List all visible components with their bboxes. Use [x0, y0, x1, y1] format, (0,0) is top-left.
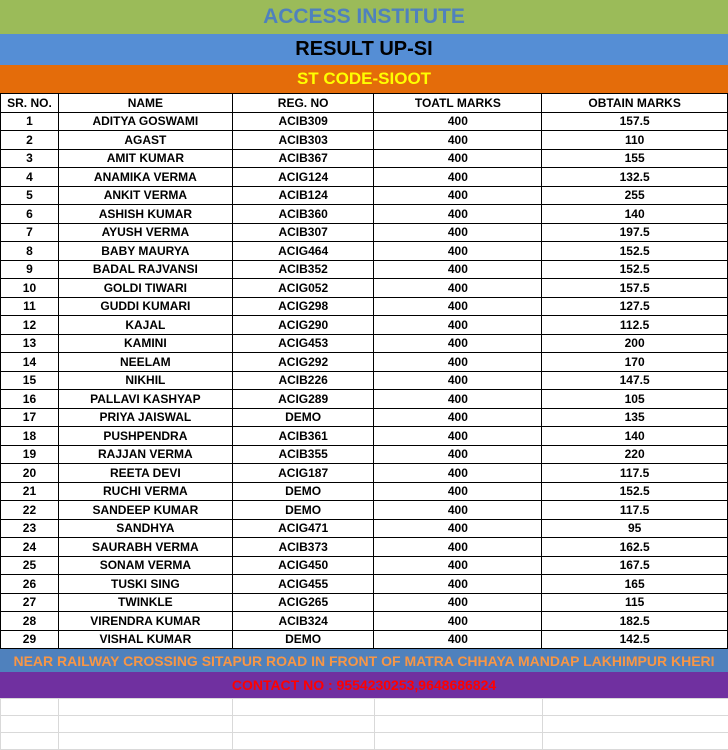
name-cell[interactable]: ANKIT VERMA: [58, 186, 232, 205]
empty-cell[interactable]: [543, 716, 728, 733]
header-name[interactable]: NAME: [58, 94, 232, 113]
reg-no-cell[interactable]: DEMO: [232, 408, 374, 427]
sr-no-cell[interactable]: 5: [1, 186, 59, 205]
name-cell[interactable]: NIKHIL: [58, 371, 232, 390]
total-marks-cell[interactable]: 400: [374, 630, 542, 649]
table-row: [1, 334, 728, 353]
sr-no-cell[interactable]: 10: [1, 279, 59, 298]
sr-no-cell[interactable]: 28: [1, 612, 59, 631]
obtain-marks-cell[interactable]: 147.5: [542, 371, 728, 390]
table-row: [1, 556, 728, 575]
table-row: [1, 205, 728, 224]
obtain-marks-cell[interactable]: 105: [542, 390, 728, 409]
table-body: [1, 112, 728, 649]
reg-no-cell[interactable]: ACIB360: [232, 205, 374, 224]
table-row: [1, 316, 728, 335]
name-cell[interactable]: RUCHI VERMA: [58, 482, 232, 501]
table-row: [1, 538, 728, 557]
obtain-marks-cell[interactable]: 220: [542, 445, 728, 464]
reg-no-cell[interactable]: ACIB124: [232, 186, 374, 205]
total-marks-cell[interactable]: 400: [374, 334, 542, 353]
table-row: [1, 371, 728, 390]
empty-cell[interactable]: [375, 716, 543, 733]
name-cell[interactable]: AYUSH VERMA: [58, 223, 232, 242]
table-row: [1, 575, 728, 594]
contact-banner: [0, 672, 728, 698]
table-row: [1, 279, 728, 298]
institute-title: ACCESS INSTITUTE: [263, 5, 465, 28]
reg-no-cell[interactable]: ACIG450: [232, 556, 374, 575]
obtain-marks-cell[interactable]: 200: [542, 334, 728, 353]
name-cell[interactable]: RAJJAN VERMA: [58, 445, 232, 464]
table-row: [1, 149, 728, 168]
reg-no-cell[interactable]: ACIG265: [232, 593, 374, 612]
empty-cell[interactable]: [1, 699, 59, 716]
header-total-marks[interactable]: TOATL MARKS: [374, 94, 542, 113]
reg-no-cell[interactable]: ACIB307: [232, 223, 374, 242]
table-row: [1, 408, 728, 427]
sr-no-cell[interactable]: 20: [1, 464, 59, 483]
total-marks-cell[interactable]: 400: [374, 112, 542, 131]
table-row: [1, 630, 728, 649]
total-marks-cell[interactable]: 400: [374, 482, 542, 501]
sr-no-cell[interactable]: 9: [1, 260, 59, 279]
result-table: [0, 93, 728, 649]
empty-cell[interactable]: [543, 699, 728, 716]
total-marks-cell[interactable]: 400: [374, 612, 542, 631]
result-banner: [0, 34, 728, 65]
obtain-marks-cell[interactable]: 112.5: [542, 316, 728, 335]
table-row: [1, 242, 728, 261]
obtain-marks-cell[interactable]: 157.5: [542, 112, 728, 131]
header-obtain-marks[interactable]: OBTAIN MARKS: [542, 94, 728, 113]
name-cell[interactable]: REETA DEVI: [58, 464, 232, 483]
reg-no-cell[interactable]: ACIG298: [232, 297, 374, 316]
table-row: [1, 390, 728, 409]
sr-no-cell[interactable]: 7: [1, 223, 59, 242]
sr-no-cell[interactable]: 18: [1, 427, 59, 446]
total-marks-cell[interactable]: 400: [374, 149, 542, 168]
total-marks-cell[interactable]: 400: [374, 593, 542, 612]
total-marks-cell[interactable]: 400: [374, 427, 542, 446]
sr-no-cell[interactable]: 12: [1, 316, 59, 335]
name-cell[interactable]: PRIYA JAISWAL: [58, 408, 232, 427]
table-row: [1, 501, 728, 520]
obtain-marks-cell[interactable]: 117.5: [542, 501, 728, 520]
reg-no-cell[interactable]: ACIB303: [232, 131, 374, 150]
obtain-marks-cell[interactable]: 182.5: [542, 612, 728, 631]
empty-cell[interactable]: [233, 716, 375, 733]
reg-no-cell[interactable]: ACIB226: [232, 371, 374, 390]
table-row: [1, 260, 728, 279]
obtain-marks-cell[interactable]: 142.5: [542, 630, 728, 649]
name-cell[interactable]: ADITYA GOSWAMI: [58, 112, 232, 131]
table-row: [1, 482, 728, 501]
empty-cell[interactable]: [233, 699, 375, 716]
table-row: [1, 445, 728, 464]
total-marks-cell[interactable]: 400: [374, 353, 542, 372]
name-cell[interactable]: KAMINI: [58, 334, 232, 353]
obtain-marks-cell[interactable]: 140: [542, 205, 728, 224]
sr-no-cell[interactable]: 3: [1, 149, 59, 168]
total-marks-cell[interactable]: 400: [374, 131, 542, 150]
reg-no-cell[interactable]: ACIG187: [232, 464, 374, 483]
name-cell[interactable]: ASHISH KUMAR: [58, 205, 232, 224]
obtain-marks-cell[interactable]: 197.5: [542, 223, 728, 242]
sr-no-cell[interactable]: 8: [1, 242, 59, 261]
name-cell[interactable]: ANAMIKA VERMA: [58, 168, 232, 187]
table-row: [1, 612, 728, 631]
sr-no-cell[interactable]: 6: [1, 205, 59, 224]
empty-cell[interactable]: [59, 733, 233, 750]
reg-no-cell[interactable]: ACIG289: [232, 390, 374, 409]
sr-no-cell[interactable]: 23: [1, 519, 59, 538]
empty-cell[interactable]: [233, 733, 375, 750]
obtain-marks-cell[interactable]: 255: [542, 186, 728, 205]
table-row: [1, 297, 728, 316]
empty-cell[interactable]: [1, 716, 59, 733]
obtain-marks-cell[interactable]: 152.5: [542, 260, 728, 279]
name-cell[interactable]: AGAST: [58, 131, 232, 150]
obtain-marks-cell[interactable]: 140: [542, 427, 728, 446]
reg-no-cell[interactable]: ACIG052: [232, 279, 374, 298]
sr-no-cell[interactable]: 15: [1, 371, 59, 390]
reg-no-cell[interactable]: DEMO: [232, 482, 374, 501]
empty-cell[interactable]: [375, 699, 543, 716]
total-marks-cell[interactable]: 400: [374, 279, 542, 298]
name-cell[interactable]: VISHAL KUMAR: [58, 630, 232, 649]
table-row: [1, 186, 728, 205]
total-marks-cell[interactable]: 400: [374, 242, 542, 261]
total-marks-cell[interactable]: 400: [374, 390, 542, 409]
name-cell[interactable]: NEELAM: [58, 353, 232, 372]
name-cell[interactable]: TWINKLE: [58, 593, 232, 612]
table-row: [1, 131, 728, 150]
reg-no-cell[interactable]: ACIG290: [232, 316, 374, 335]
name-cell[interactable]: VIRENDRA KUMAR: [58, 612, 232, 631]
name-cell[interactable]: PUSHPENDRA: [58, 427, 232, 446]
table-row: [1, 464, 728, 483]
name-cell[interactable]: TUSKI SING: [58, 575, 232, 594]
empty-cell[interactable]: [375, 733, 543, 750]
result-title: RESULT UP-SI: [295, 38, 433, 60]
reg-no-cell[interactable]: ACIG464: [232, 242, 374, 261]
reg-no-cell[interactable]: ACIG471: [232, 519, 374, 538]
total-marks-cell[interactable]: 400: [374, 538, 542, 557]
obtain-marks-cell[interactable]: 152.5: [542, 482, 728, 501]
name-cell[interactable]: SANDHYA: [58, 519, 232, 538]
obtain-marks-cell[interactable]: 132.5: [542, 168, 728, 187]
total-marks-cell[interactable]: 400: [374, 464, 542, 483]
table-row: [1, 112, 728, 131]
total-marks-cell[interactable]: 400: [374, 260, 542, 279]
total-marks-cell[interactable]: 400: [374, 186, 542, 205]
sr-no-cell[interactable]: 29: [1, 630, 59, 649]
sr-no-cell[interactable]: 22: [1, 501, 59, 520]
reg-no-cell[interactable]: DEMO: [232, 501, 374, 520]
reg-no-cell[interactable]: ACIB361: [232, 427, 374, 446]
sr-no-cell[interactable]: 25: [1, 556, 59, 575]
obtain-marks-cell[interactable]: 115: [542, 593, 728, 612]
reg-no-cell[interactable]: ACIB355: [232, 445, 374, 464]
reg-no-cell[interactable]: ACIG292: [232, 353, 374, 372]
sr-no-cell[interactable]: 2: [1, 131, 59, 150]
total-marks-cell[interactable]: 400: [374, 519, 542, 538]
total-marks-cell[interactable]: 400: [374, 316, 542, 335]
total-marks-cell[interactable]: 400: [374, 297, 542, 316]
reg-no-cell[interactable]: ACIG124: [232, 168, 374, 187]
name-cell[interactable]: GUDDI KUMARI: [58, 297, 232, 316]
table-row: [1, 353, 728, 372]
empty-cell[interactable]: [59, 716, 233, 733]
reg-no-cell[interactable]: DEMO: [232, 630, 374, 649]
institute-banner: [0, 0, 728, 34]
reg-no-cell[interactable]: ACIB309: [232, 112, 374, 131]
header-reg-no[interactable]: REG. NO: [232, 94, 374, 113]
empty-spreadsheet-grid: [0, 698, 728, 750]
obtain-marks-cell[interactable]: 152.5: [542, 242, 728, 261]
table-row: [1, 427, 728, 446]
sr-no-cell[interactable]: 24: [1, 538, 59, 557]
obtain-marks-cell[interactable]: 170: [542, 353, 728, 372]
obtain-marks-cell[interactable]: 157.5: [542, 279, 728, 298]
table-header-row: [1, 94, 728, 113]
sr-no-cell[interactable]: 14: [1, 353, 59, 372]
address-banner: [0, 649, 728, 672]
table-row: [1, 593, 728, 612]
obtain-marks-cell[interactable]: 95: [542, 519, 728, 538]
total-marks-cell[interactable]: 400: [374, 168, 542, 187]
reg-no-cell[interactable]: ACIG455: [232, 575, 374, 594]
address-text: NEAR RAILWAY CROSSING SITAPUR ROAD IN FRONT OF MATRA CHHAYA MANDAP LAKHIMPUR KHERI: [13, 652, 715, 669]
sr-no-cell[interactable]: 21: [1, 482, 59, 501]
empty-cell[interactable]: [543, 733, 728, 750]
reg-no-cell[interactable]: ACIB367: [232, 149, 374, 168]
total-marks-cell[interactable]: 400: [374, 371, 542, 390]
sr-no-cell[interactable]: 19: [1, 445, 59, 464]
obtain-marks-cell[interactable]: 135: [542, 408, 728, 427]
obtain-marks-cell[interactable]: 165: [542, 575, 728, 594]
obtain-marks-cell[interactable]: 127.5: [542, 297, 728, 316]
total-marks-cell[interactable]: 400: [374, 501, 542, 520]
st-code-label: ST CODE-SIOOT: [296, 69, 432, 88]
header-sr-no[interactable]: SR. NO.: [1, 94, 59, 113]
name-cell[interactable]: BADAL RAJVANSI: [58, 260, 232, 279]
contact-text: CONTACT NO : 9554230253,9648686824: [231, 677, 497, 693]
empty-cell[interactable]: [1, 733, 59, 750]
obtain-marks-cell[interactable]: 110: [542, 131, 728, 150]
obtain-marks-cell[interactable]: 167.5: [542, 556, 728, 575]
sr-no-cell[interactable]: 13: [1, 334, 59, 353]
obtain-marks-cell[interactable]: 117.5: [542, 464, 728, 483]
name-cell[interactable]: GOLDI TIWARI: [58, 279, 232, 298]
total-marks-cell[interactable]: 400: [374, 575, 542, 594]
sr-no-cell[interactable]: 26: [1, 575, 59, 594]
sr-no-cell[interactable]: 16: [1, 390, 59, 409]
st-code-banner: [0, 65, 728, 93]
total-marks-cell[interactable]: 400: [374, 556, 542, 575]
total-marks-cell[interactable]: 400: [374, 205, 542, 224]
total-marks-cell[interactable]: 400: [374, 408, 542, 427]
sr-no-cell[interactable]: 4: [1, 168, 59, 187]
name-cell[interactable]: PALLAVI KASHYAP: [58, 390, 232, 409]
name-cell[interactable]: BABY MAURYA: [58, 242, 232, 261]
obtain-marks-cell[interactable]: 162.5: [542, 538, 728, 557]
name-cell[interactable]: AMIT KUMAR: [58, 149, 232, 168]
reg-no-cell[interactable]: ACIG453: [232, 334, 374, 353]
name-cell[interactable]: SAURABH VERMA: [58, 538, 232, 557]
table-row: [1, 519, 728, 538]
table-row: [1, 223, 728, 242]
name-cell[interactable]: KAJAL: [58, 316, 232, 335]
name-cell[interactable]: SANDEEP KUMAR: [58, 501, 232, 520]
table-row: [1, 168, 728, 187]
sr-no-cell[interactable]: 11: [1, 297, 59, 316]
sr-no-cell[interactable]: 27: [1, 593, 59, 612]
empty-cell[interactable]: [59, 699, 233, 716]
reg-no-cell[interactable]: ACIB373: [232, 538, 374, 557]
reg-no-cell[interactable]: ACIB324: [232, 612, 374, 631]
obtain-marks-cell[interactable]: 155: [542, 149, 728, 168]
reg-no-cell[interactable]: ACIB352: [232, 260, 374, 279]
name-cell[interactable]: SONAM VERMA: [58, 556, 232, 575]
sr-no-cell[interactable]: 1: [1, 112, 59, 131]
total-marks-cell[interactable]: 400: [374, 445, 542, 464]
total-marks-cell[interactable]: 400: [374, 223, 542, 242]
sr-no-cell[interactable]: 17: [1, 408, 59, 427]
